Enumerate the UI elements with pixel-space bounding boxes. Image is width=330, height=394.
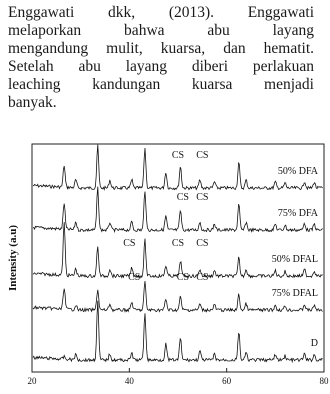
series-label: D — [310, 338, 318, 349]
paragraph-line: banyak. — [8, 94, 57, 111]
peak-annotation: CS — [171, 238, 185, 249]
peak-annotation: CS — [196, 272, 209, 283]
xrd-figure — [0, 140, 330, 389]
x-tick-label: 20 — [27, 376, 37, 386]
body-paragraph — [8, 4, 314, 112]
xrd-chart — [0, 140, 330, 389]
paragraph-line: melaporkan bahwa abu layang — [8, 22, 314, 39]
x-tick-label: 80 — [319, 376, 329, 386]
peak-annotation: CS — [128, 272, 141, 283]
peak-annotation: CS — [176, 272, 189, 283]
peak-annotation: CS — [176, 192, 189, 203]
peak-annotation: CS — [123, 238, 136, 249]
paragraph-line: Enggawati dkk, (2013). Enggawati — [8, 4, 314, 21]
paragraph-line: leaching kandungan kuarsa menjadi — [8, 76, 314, 93]
peak-annotation: CS — [196, 192, 209, 203]
series-label: 50% DFAL — [271, 254, 318, 265]
peak-annotation: CS — [171, 150, 185, 161]
y-axis-label: Intensity (a.u) — [7, 224, 19, 292]
series-label: 75% DFA — [277, 208, 318, 219]
series-label: 50% DFA — [277, 166, 318, 177]
series-line — [33, 222, 323, 278]
peak-annotation: CS — [196, 150, 209, 161]
paragraph-line: Setelah abu layang diberi perlakuan — [8, 58, 314, 75]
x-tick-label: 60 — [222, 376, 232, 386]
paragraph-line: mengandung mulit, kuarsa, dan hematit. — [8, 40, 314, 57]
x-tick-label: 40 — [124, 376, 134, 386]
series-label: 75% DFAL — [271, 288, 318, 299]
peak-annotation: CS — [196, 238, 209, 249]
